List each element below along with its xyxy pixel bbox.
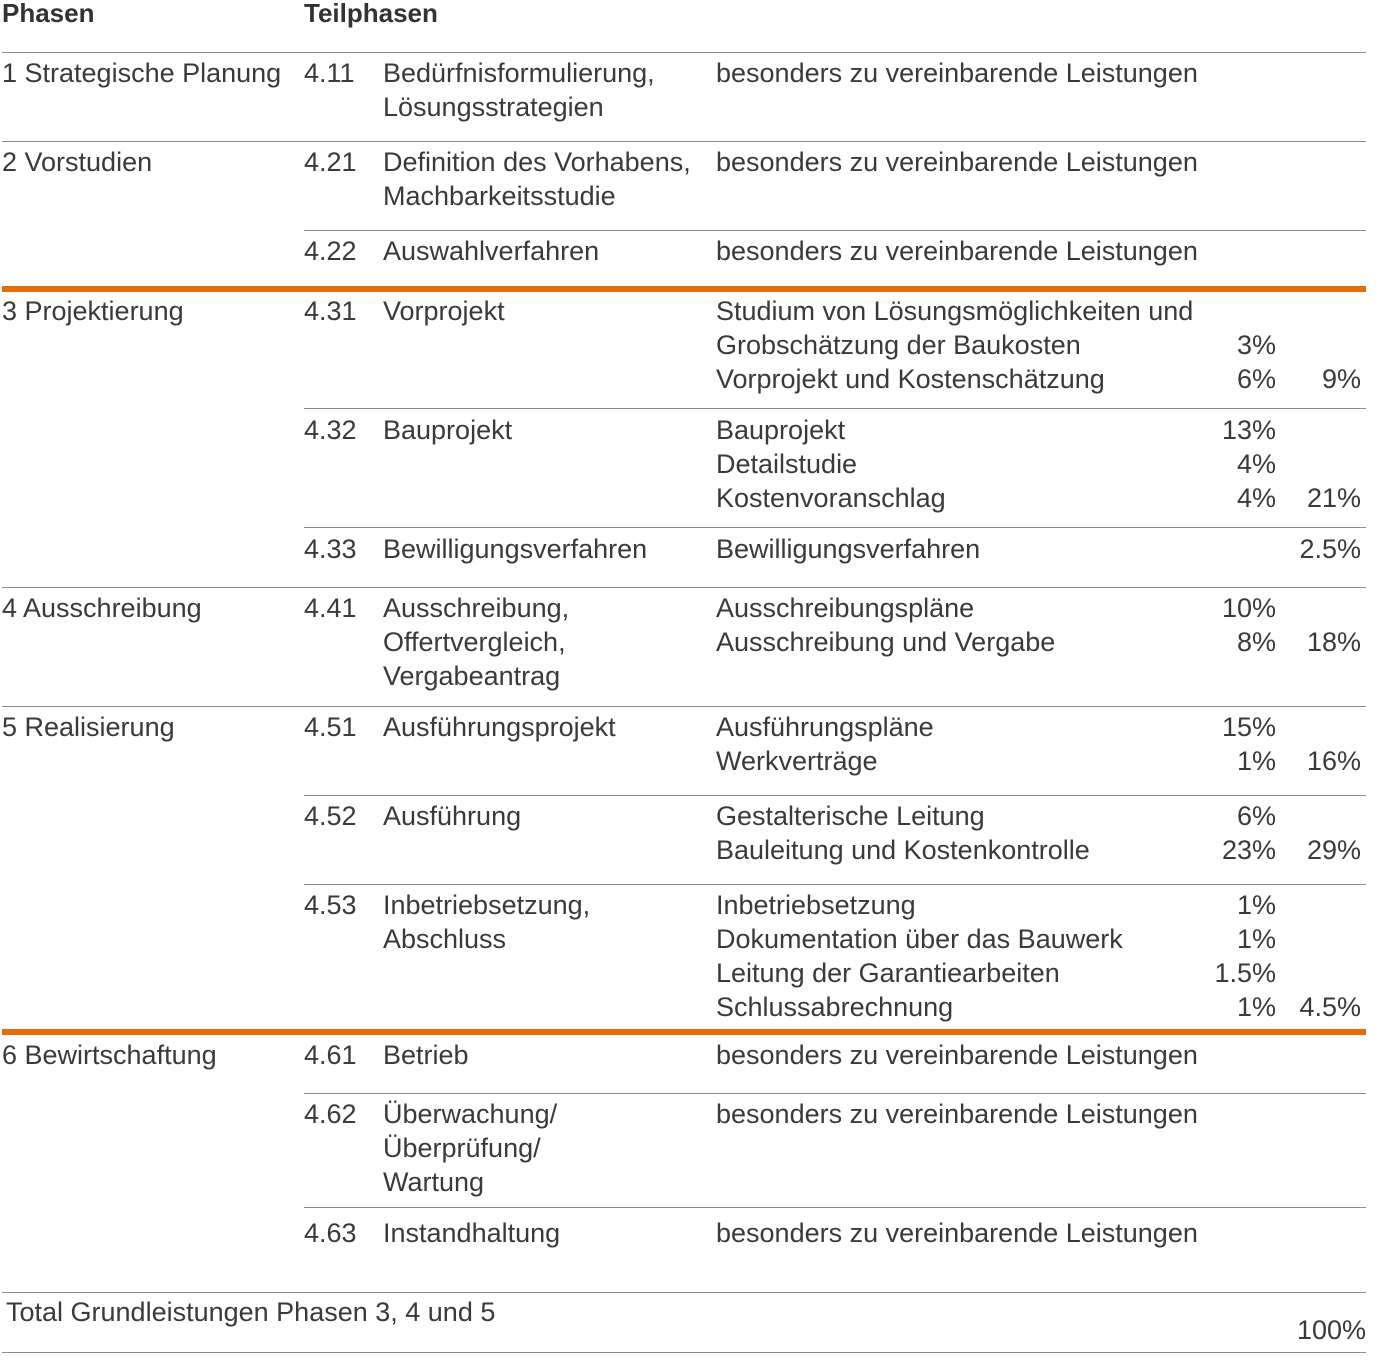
service-text: Ausschreibungspläne — [716, 593, 975, 623]
service-item — [716, 328, 1276, 362]
service-item — [716, 145, 1276, 179]
service-list — [716, 591, 1276, 659]
service-item — [716, 56, 1276, 90]
service-percent: 1% — [1236, 992, 1276, 1022]
row-divider — [2, 1352, 1366, 1353]
subphase-code: 4.52 — [304, 801, 357, 831]
service-text: Dokumentation über das Bauwerk — [716, 924, 1123, 954]
service-text: Studium von Lösungsmöglichkeiten und — [716, 296, 1194, 326]
service-text: besonders zu vereinbarende Leistungen — [716, 236, 1198, 266]
service-item — [716, 744, 1276, 778]
service-percent: 1% — [1236, 924, 1276, 954]
subphase-name — [383, 56, 655, 124]
subphase-name-line: Instandhaltung — [383, 1218, 561, 1248]
service-percent: 15% — [1221, 712, 1276, 742]
service-item — [716, 532, 1276, 566]
subphase-name-line: Überwachung/ — [383, 1099, 558, 1129]
service-text: besonders zu vereinbarende Leistungen — [716, 58, 1198, 88]
service-percent: 3% — [1236, 330, 1276, 360]
subphase-name-line: Bauprojekt — [383, 415, 513, 445]
phase-label: 4 Ausschreibung — [2, 593, 202, 623]
subphase-code: 4.53 — [304, 890, 357, 920]
row-divider — [304, 408, 1366, 409]
service-list — [716, 234, 1276, 268]
subphase-name — [383, 799, 521, 833]
service-list — [716, 799, 1276, 867]
service-item — [716, 922, 1276, 956]
service-item — [716, 833, 1276, 867]
subphase-name-line: Bedürfnisformulierung, — [383, 58, 655, 88]
row-divider — [304, 1207, 1366, 1208]
service-list — [716, 413, 1276, 515]
subphase-code: 4.63 — [304, 1218, 357, 1248]
subphase-name — [383, 234, 599, 268]
service-item — [716, 294, 1276, 328]
subphase-sum-percent: 29% — [1306, 835, 1361, 865]
service-percent: 1% — [1236, 746, 1276, 776]
service-percent: 4% — [1236, 483, 1276, 513]
subphase-name — [383, 1097, 557, 1199]
service-item — [716, 1038, 1276, 1072]
subphase-sum-percent: 21% — [1306, 483, 1361, 513]
row-divider — [304, 1093, 1366, 1094]
service-item — [716, 1216, 1276, 1250]
subphase-name-line: Betrieb — [383, 1040, 469, 1070]
service-list — [716, 888, 1276, 1024]
service-percent: 8% — [1236, 627, 1276, 657]
phase-label: 2 Vorstudien — [2, 147, 153, 177]
service-item — [716, 413, 1276, 447]
phase-label: 1 Strategische Planung — [2, 58, 282, 88]
row-divider — [2, 706, 1366, 707]
service-percent: 1.5% — [1214, 958, 1276, 988]
subphase-name-line: Bewilligungsverfahren — [383, 534, 648, 564]
subphase-code: 4.62 — [304, 1099, 357, 1129]
subphase-sum-percent: 16% — [1306, 746, 1361, 776]
subphase-name — [383, 1038, 469, 1072]
service-item — [716, 234, 1276, 268]
subphase-name-line: Vergabeantrag — [383, 661, 561, 691]
subphase-name-line: Ausschreibung, — [383, 593, 570, 623]
subphase-name — [383, 591, 569, 693]
subphase-code: 4.31 — [304, 296, 357, 326]
service-item — [716, 888, 1276, 922]
subphase-code: 4.33 — [304, 534, 357, 564]
service-text: Inbetriebsetzung — [716, 890, 916, 920]
service-item — [716, 362, 1276, 396]
service-list — [716, 145, 1276, 179]
service-text: besonders zu vereinbarende Leistungen — [716, 147, 1198, 177]
service-text: Kostenvoranschlag — [716, 483, 946, 513]
service-percent: 6% — [1236, 364, 1276, 394]
service-list — [716, 1038, 1276, 1072]
subphase-name — [383, 532, 647, 566]
service-text: besonders zu vereinbarende Leistungen — [716, 1040, 1198, 1070]
service-list — [716, 1097, 1276, 1131]
service-item — [716, 990, 1276, 1024]
subphase-name — [383, 888, 590, 956]
subphase-name — [383, 710, 616, 744]
total-label: Total Grundleistungen Phasen 3, 4 und 5 — [6, 1297, 496, 1327]
phase-label: 5 Realisierung — [2, 712, 175, 742]
subphase-name — [383, 1216, 560, 1250]
subphase-sum-percent: 9% — [1321, 364, 1361, 394]
subphase-name-line: Machbarkeitsstudie — [383, 181, 616, 211]
service-percent: 6% — [1236, 801, 1276, 831]
subphase-name-line: Inbetriebsetzung, — [383, 890, 591, 920]
subphase-code: 4.11 — [304, 58, 355, 88]
subphase-code: 4.32 — [304, 415, 357, 445]
subphase-name-line: Offertvergleich, — [383, 627, 566, 657]
service-item — [716, 799, 1276, 833]
service-item — [716, 447, 1276, 481]
subphase-name-line: Lösungsstrategien — [383, 92, 604, 122]
header-teilphasen: Teilphasen — [304, 0, 438, 28]
service-list — [716, 710, 1276, 778]
section-divider — [2, 1029, 1366, 1035]
service-text: Leitung der Garantiearbeiten — [716, 958, 1060, 988]
row-divider — [304, 527, 1366, 528]
service-text: Gestalterische Leitung — [716, 801, 985, 831]
service-text: Bauprojekt — [716, 415, 846, 445]
service-percent: 23% — [1221, 835, 1276, 865]
subphase-name-line: Überprüfung/ — [383, 1133, 541, 1163]
service-text: Ausführungspläne — [716, 712, 934, 742]
service-item — [716, 1097, 1276, 1131]
service-text: besonders zu vereinbarende Leistungen — [716, 1099, 1198, 1129]
subphase-name — [383, 294, 505, 328]
subphase-name — [383, 413, 512, 447]
section-divider — [2, 286, 1366, 292]
service-text: Bewilligungsverfahren — [716, 534, 981, 564]
subphase-code: 4.41 — [304, 593, 357, 623]
phase-label: 3 Projektierung — [2, 296, 184, 326]
subphase-name-line: Auswahlverfahren — [383, 236, 600, 266]
service-text: Detailstudie — [716, 449, 858, 479]
total-value: 100% — [1296, 1315, 1366, 1345]
service-item — [716, 591, 1276, 625]
subphase-name-line: Vorprojekt — [383, 296, 505, 326]
subphase-code: 4.61 — [304, 1040, 357, 1070]
service-text: Ausschreibung und Vergabe — [716, 627, 1056, 657]
subphase-name-line: Definition des Vorhabens, — [383, 147, 691, 177]
service-item — [716, 481, 1276, 515]
service-text: Grobschätzung der Baukosten — [716, 330, 1081, 360]
subphase-name — [383, 145, 691, 213]
header-phasen: Phasen — [2, 0, 95, 28]
service-list — [716, 1216, 1276, 1250]
service-text: besonders zu vereinbarende Leistungen — [716, 1218, 1198, 1248]
service-item — [716, 956, 1276, 990]
row-divider — [2, 1292, 1366, 1293]
row-divider — [304, 884, 1366, 885]
subphase-name-line: Wartung — [383, 1167, 485, 1197]
service-percent: 13% — [1221, 415, 1276, 445]
service-item — [716, 625, 1276, 659]
service-list — [716, 56, 1276, 90]
subphase-sum-percent: 4.5% — [1299, 992, 1361, 1022]
service-percent: 4% — [1236, 449, 1276, 479]
service-text: Vorprojekt und Kostenschätzung — [716, 364, 1105, 394]
subphase-name-line: Abschluss — [383, 924, 507, 954]
subphase-code: 4.21 — [304, 147, 357, 177]
subphase-code: 4.51 — [304, 712, 357, 742]
subphase-name-line: Ausführung — [383, 801, 522, 831]
service-text: Bauleitung und Kostenkontrolle — [716, 835, 1090, 865]
phase-label: 6 Bewirtschaftung — [2, 1040, 217, 1070]
service-percent: 1% — [1236, 890, 1276, 920]
service-percent: 10% — [1221, 593, 1276, 623]
service-list — [716, 294, 1276, 396]
subphase-name-line: Ausführungsprojekt — [383, 712, 616, 742]
subphase-sum-percent: 2.5% — [1299, 534, 1361, 564]
row-divider — [304, 230, 1366, 231]
service-item — [716, 710, 1276, 744]
service-text: Schlussabrechnung — [716, 992, 954, 1022]
row-divider — [2, 52, 1366, 53]
row-divider — [2, 141, 1366, 142]
service-text: Werkverträge — [716, 746, 878, 776]
row-divider — [304, 795, 1366, 796]
subphase-code: 4.22 — [304, 236, 357, 266]
subphase-sum-percent: 18% — [1306, 627, 1361, 657]
service-list — [716, 532, 1276, 566]
row-divider — [2, 587, 1366, 588]
